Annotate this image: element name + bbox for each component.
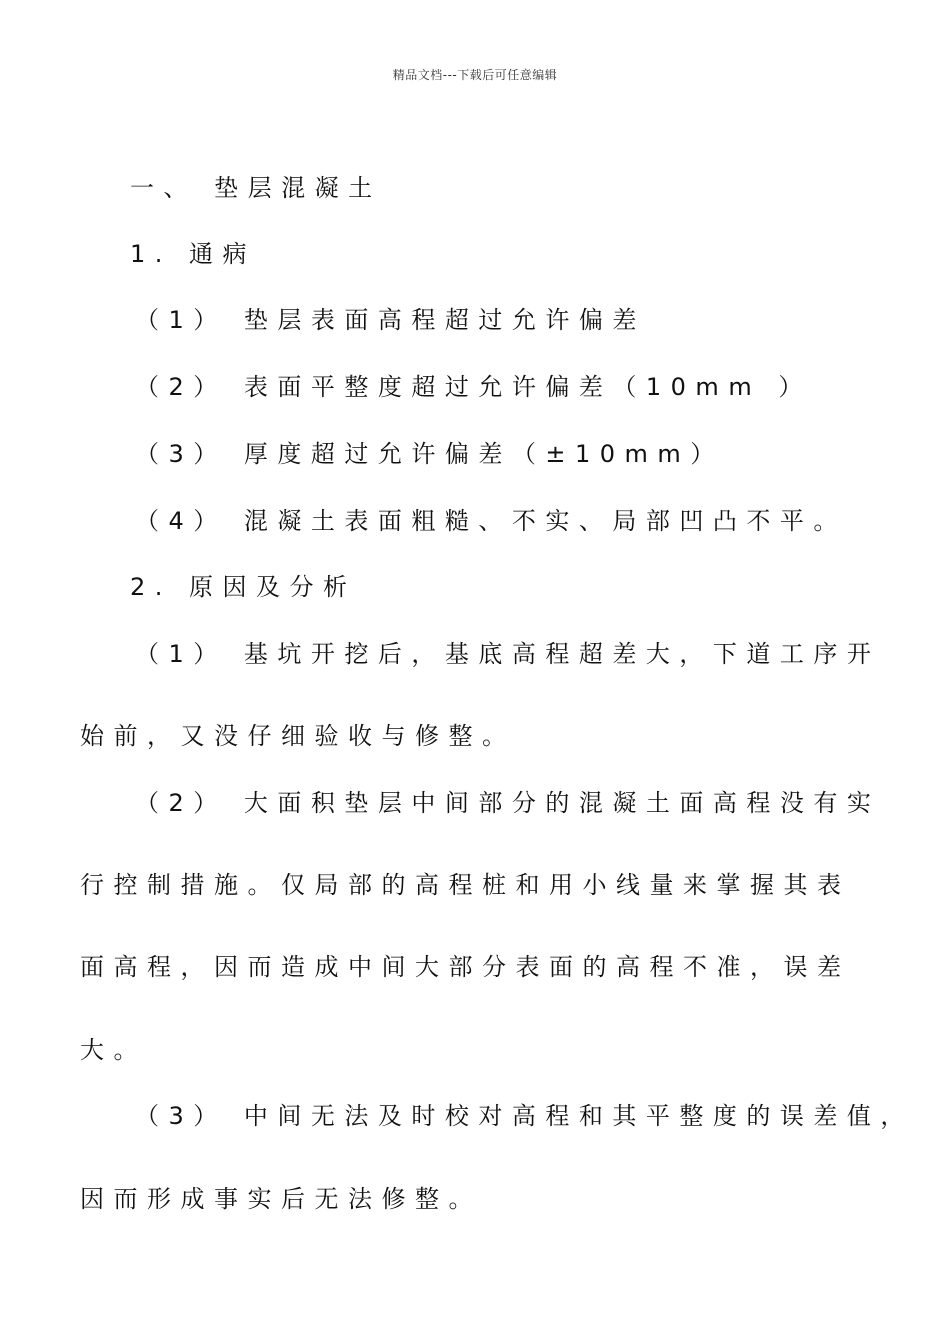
defect-item-3: （3） 厚度超过允许偏差（±10mm） <box>135 440 724 468</box>
page-header: 精品文档---下载后可任意编辑 <box>392 68 558 82</box>
cause-paragraph-2-line-3: 面高程，因而造成中间大部分表面的高程不准，误差 <box>80 953 851 981</box>
defect-item-1: （1） 垫层表面高程超过允许偏差 <box>135 306 646 334</box>
cause-paragraph-3-line-2: 因而形成事实后无法修整。 <box>80 1185 482 1213</box>
cause-paragraph-1-line-1: （1） 基坑开挖后，基底高程超差大，下道工序开 <box>135 640 881 668</box>
subsection-title-defects: 1. 通病 <box>130 240 257 268</box>
defect-item-2: （2） 表面平整度超过允许偏差（10mm ） <box>135 373 812 401</box>
subsection-title-causes: 2. 原因及分析 <box>130 573 357 601</box>
defect-item-4: （4） 混凝土表面粗糙、不实、局部凹凸不平。 <box>135 507 847 535</box>
cause-paragraph-1-line-2: 始前，又没仔细验收与修整。 <box>80 722 516 750</box>
cause-paragraph-3-line-1: （3） 中间无法及时校对高程和其平整度的误差值， <box>135 1102 914 1130</box>
cause-paragraph-2-line-4: 大。 <box>80 1036 147 1064</box>
section-heading: 一、 垫层混凝土 <box>130 174 382 202</box>
cause-paragraph-2-line-2: 行控制措施。仅局部的高程桩和用小线量来掌握其表 <box>80 871 851 899</box>
cause-paragraph-2-line-1: （2） 大面积垫层中间部分的混凝土面高程没有实 <box>135 789 881 817</box>
